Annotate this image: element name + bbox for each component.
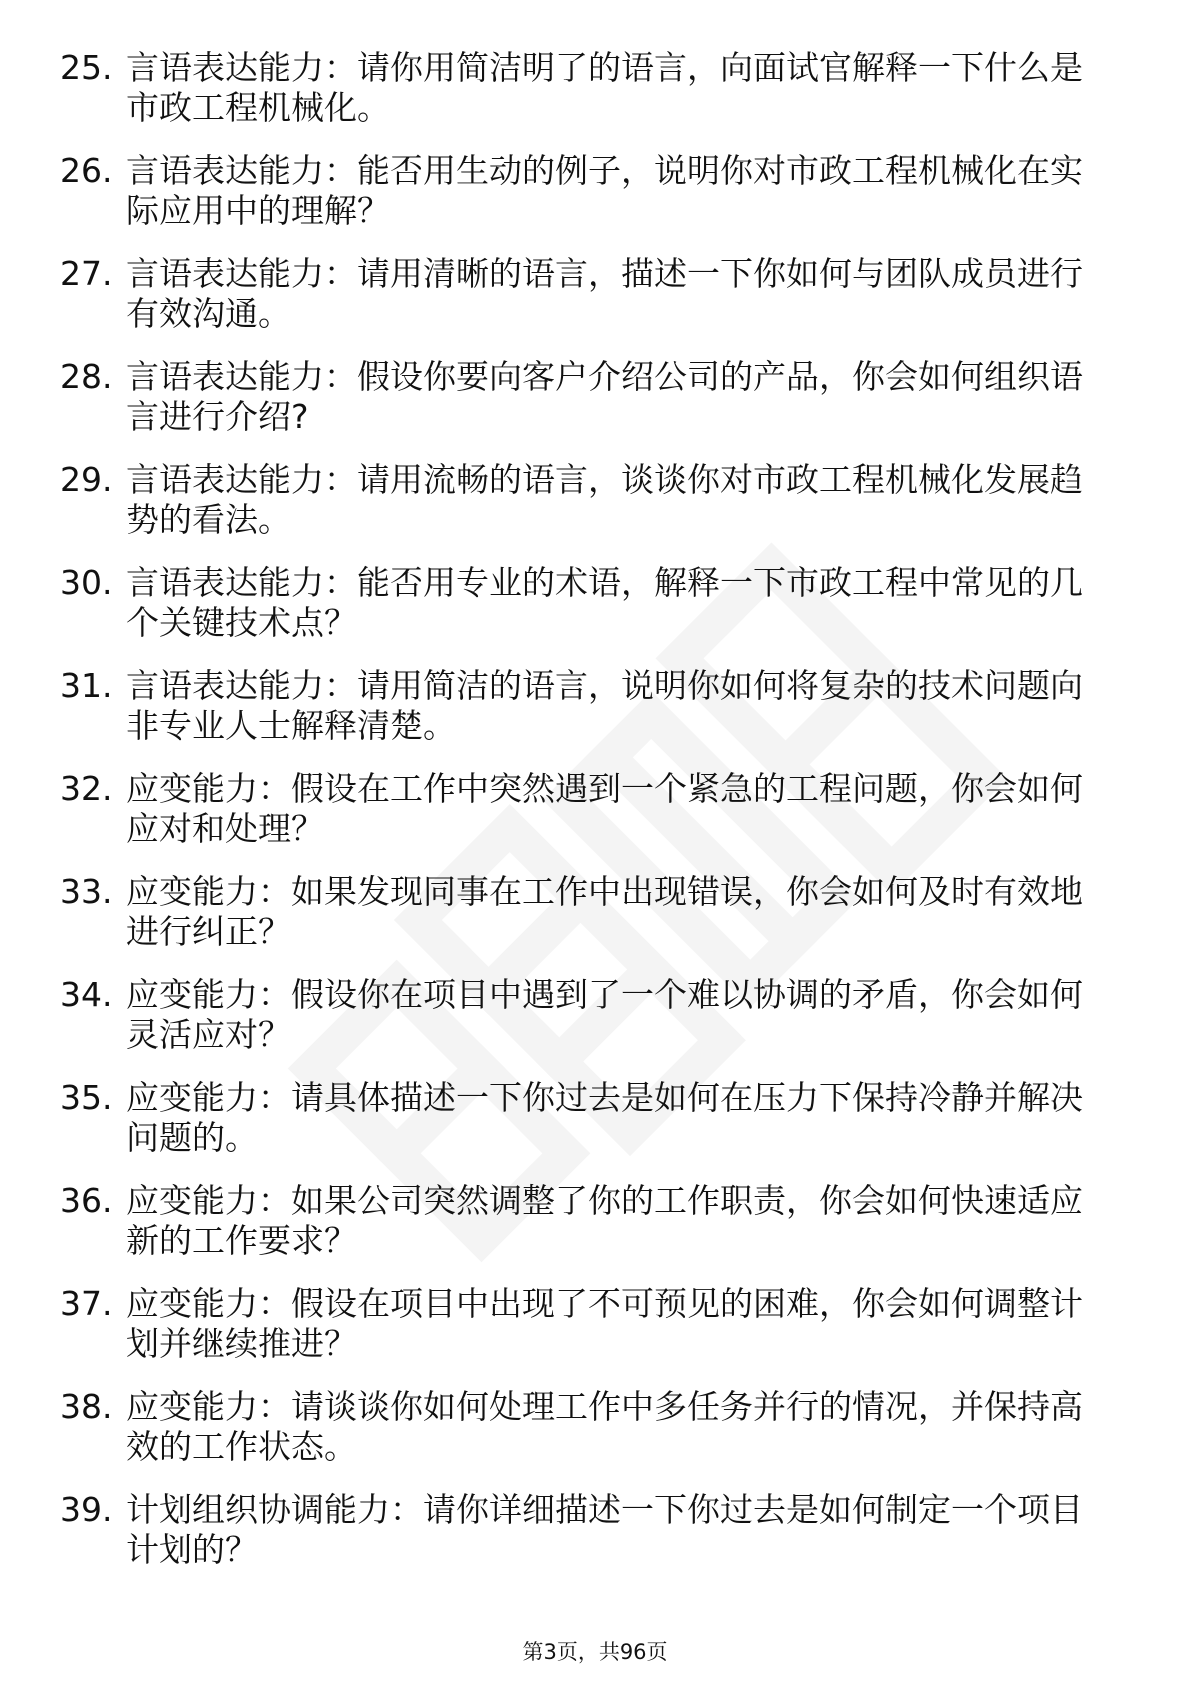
question-item bbox=[60, 1078, 1110, 1158]
question-text: 言语表达能力：能否用专业的术语，解释一下市政工程中常见的几个关键技术点？ bbox=[126, 563, 1083, 642]
question-item bbox=[60, 460, 1110, 540]
question-number: 28. bbox=[60, 357, 113, 396]
question-number: 34. bbox=[60, 975, 113, 1014]
question-item bbox=[60, 1387, 1110, 1467]
question-item bbox=[60, 1490, 1110, 1570]
question-number: 25. bbox=[60, 48, 113, 87]
question-list bbox=[60, 48, 1110, 1593]
question-text: 应变能力：如果公司突然调整了你的工作职责，你会如何快速适应新的工作要求？ bbox=[126, 1181, 1083, 1260]
question-number: 38. bbox=[60, 1387, 113, 1426]
question-item bbox=[60, 357, 1110, 437]
question-item bbox=[60, 48, 1110, 128]
question-number: 39. bbox=[60, 1490, 113, 1529]
question-text: 言语表达能力：请用清晰的语言，描述一下你如何与团队成员进行有效沟通。 bbox=[126, 254, 1083, 333]
question-text: 应变能力：请具体描述一下你过去是如何在压力下保持冷静并解决问题的。 bbox=[126, 1078, 1083, 1157]
question-number: 33. bbox=[60, 872, 113, 911]
question-text: 言语表达能力：请你用简洁明了的语言，向面试官解释一下什么是市政工程机械化。 bbox=[126, 48, 1083, 127]
question-number: 26. bbox=[60, 151, 113, 190]
question-item bbox=[60, 1284, 1110, 1364]
question-text: 言语表达能力：请用流畅的语言，谈谈你对市政工程机械化发展趋势的看法。 bbox=[126, 460, 1083, 539]
question-item bbox=[60, 254, 1110, 334]
question-item bbox=[60, 769, 1110, 849]
question-text: 应变能力：假设你在项目中遇到了一个难以协调的矛盾，你会如何灵活应对？ bbox=[126, 975, 1083, 1054]
question-text: 言语表达能力：能否用生动的例子，说明你对市政工程机械化在实际应用中的理解？ bbox=[126, 151, 1083, 230]
question-text: 应变能力：假设在项目中出现了不可预见的困难，你会如何调整计划并继续推进？ bbox=[126, 1284, 1083, 1363]
question-item bbox=[60, 1181, 1110, 1261]
question-item bbox=[60, 975, 1110, 1055]
question-text: 应变能力：请谈谈你如何处理工作中多任务并行的情况，并保持高效的工作状态。 bbox=[126, 1387, 1083, 1466]
question-item bbox=[60, 666, 1110, 746]
question-number: 29. bbox=[60, 460, 113, 499]
question-number: 37. bbox=[60, 1284, 113, 1323]
question-number: 32. bbox=[60, 769, 113, 808]
question-number: 31. bbox=[60, 666, 113, 705]
question-item bbox=[60, 151, 1110, 231]
question-number: 27. bbox=[60, 254, 113, 293]
question-text: 言语表达能力：假设你要向客户介绍公司的产品，你会如何组织语言进行介绍? bbox=[126, 357, 1083, 436]
page-number-footer: 第3页，共96页 bbox=[522, 1640, 668, 1664]
question-text: 应变能力：假设在工作中突然遇到一个紧急的工程问题，你会如何应对和处理？ bbox=[126, 769, 1083, 848]
question-text: 应变能力：如果发现同事在工作中出现错误，你会如何及时有效地进行纠正？ bbox=[126, 872, 1083, 951]
question-number: 35. bbox=[60, 1078, 113, 1117]
question-text: 言语表达能力：请用简洁的语言，说明你如何将复杂的技术问题向非专业人士解释清楚。 bbox=[126, 666, 1083, 745]
question-number: 30. bbox=[60, 563, 113, 602]
question-number: 36. bbox=[60, 1181, 113, 1220]
question-text: 计划组织协调能力：请你详细描述一下你过去是如何制定一个项目计划的？ bbox=[126, 1490, 1083, 1569]
question-item bbox=[60, 872, 1110, 952]
question-item bbox=[60, 563, 1110, 643]
